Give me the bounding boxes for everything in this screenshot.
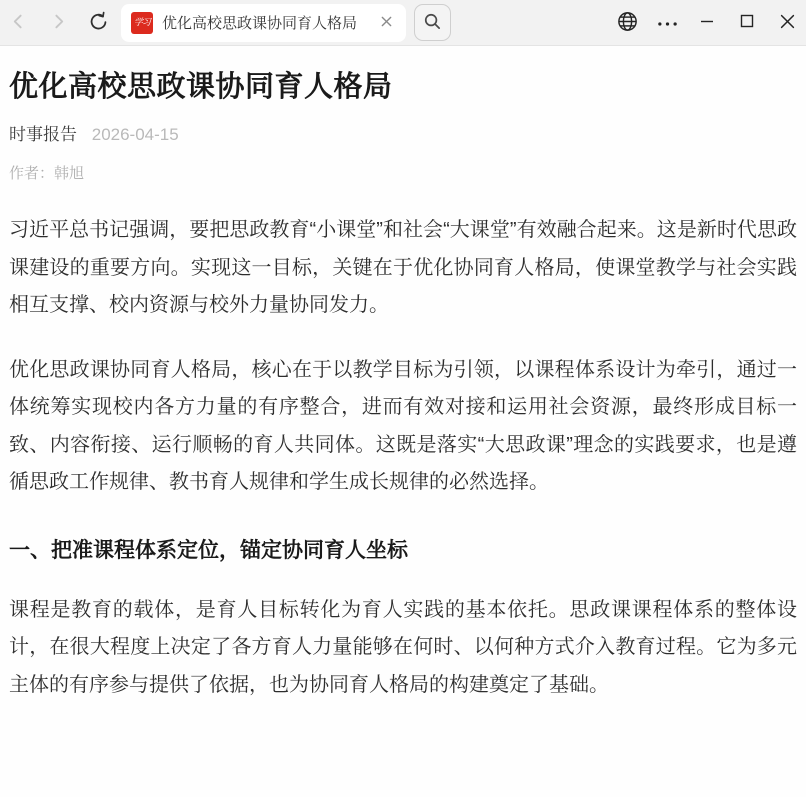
browser-toolbar (0, 0, 806, 46)
section-heading: 一、把准课程体系定位，锚定协同育人坐标 (9, 538, 408, 562)
chevron-left-icon (10, 13, 27, 33)
paragraph: 课程是教育的载体，是育人目标转化为育人实践的基本依托。思政课课程体系的整体设计，在很大程度上决定了各方育人力量能够在何时、以何种方式介入教育过程。它为多元主体的有序参与提供了依据，也为协同育人格局的构建奠定了基础。 (9, 598, 797, 696)
search-icon (423, 12, 442, 34)
refresh-button[interactable] (84, 7, 112, 39)
browser-tab[interactable] (121, 4, 406, 42)
maximize-icon (740, 14, 754, 31)
paragraph: 优化思政课协同育人格局，核心在于以教学目标为引领，以课程体系设计为牵引，通过一体统筹实现校内各方力量的有序整合，进而有效对接和运用社会资源，最终形成目标一致、内容衔接、运行顺畅的育人共同体。这既是落实“大思政课”理念的实践要求，也是遵循思政工作规律、教书育人规律和学生成长规律的必然选择。 (9, 358, 797, 493)
article-author (9, 163, 797, 185)
close-icon (780, 14, 795, 32)
tab-title: 优化高校思政课协同育人格局 (162, 15, 358, 32)
menu-button[interactable] (653, 7, 681, 39)
article-page (0, 66, 806, 704)
site-favicon-icon (131, 12, 153, 34)
globe-button[interactable] (613, 7, 641, 39)
forward-button[interactable] (44, 7, 72, 39)
article-meta (9, 123, 797, 147)
chevron-right-icon (50, 13, 67, 33)
paragraph: 习近平总书记强调，要把思政教育“小课堂”和社会“大课堂”有效融合起来。这是新时代思政课建设的重要方向。实现这一目标，关键在于优化协同育人格局，使课堂教学与社会实践相互支撑、校内资源与校外力量协同发力。 (9, 219, 797, 316)
tab-close-button[interactable] (376, 13, 396, 33)
maximize-button[interactable] (733, 7, 761, 39)
article-source: 时事报告 (9, 125, 77, 144)
close-window-button[interactable] (773, 7, 801, 39)
page-title: 优化高校思政课协同育人格局 (9, 71, 393, 103)
author-label: 作者： (9, 165, 55, 182)
search-button[interactable] (414, 4, 451, 41)
author-name: 韩旭 (54, 165, 85, 182)
back-button[interactable] (4, 7, 32, 39)
refresh-icon (88, 11, 109, 35)
article-date: 2026-04-15 (91, 125, 179, 144)
globe-icon (616, 10, 639, 36)
minimize-icon (700, 14, 714, 31)
minimize-button[interactable] (693, 7, 721, 39)
favicon-text: 学习 (133, 17, 150, 27)
ellipsis-icon (657, 15, 678, 30)
close-icon (380, 15, 393, 31)
